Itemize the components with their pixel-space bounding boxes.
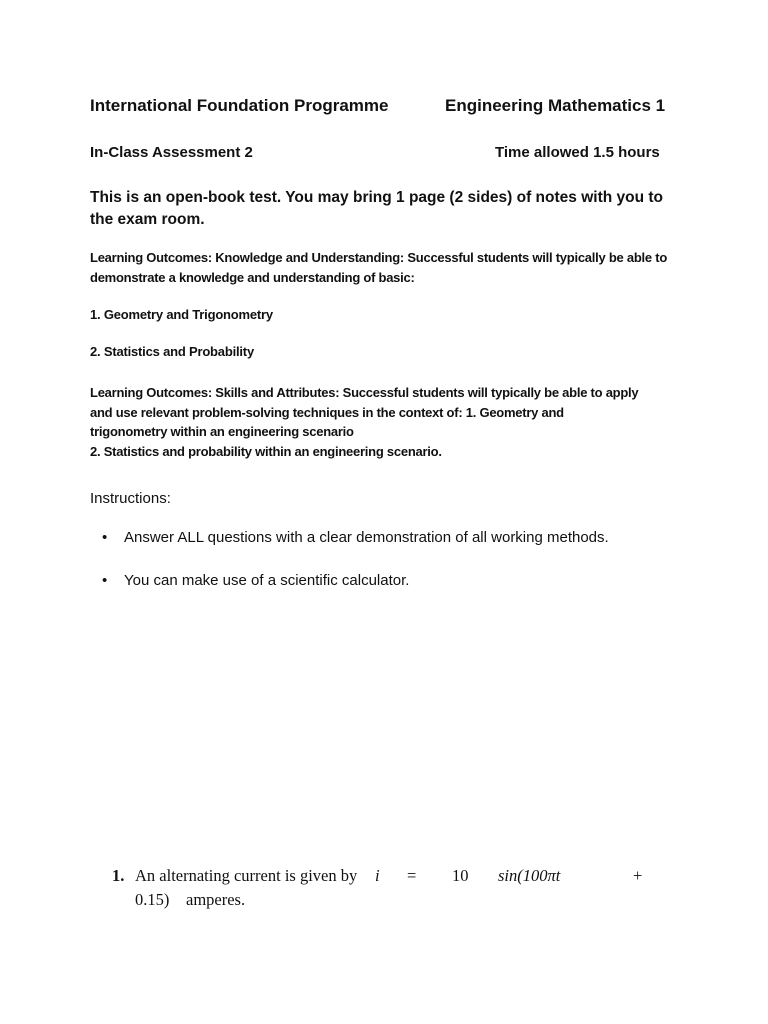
learning-outcomes-skills (90, 383, 700, 461)
instruction-text: Answer ALL questions with a clear demonstration of all working methods. (124, 529, 609, 546)
module-title: Engineering Mathematics 1 (445, 96, 666, 115)
programme-title: International Foundation Programme (90, 96, 389, 115)
instruction-item (102, 529, 609, 546)
open-book-notice: This is an open-book test. You may bring 1 page (2 sides) of notes with you to the exam room. (90, 189, 663, 228)
lo-skills-line: and use relevant problem-solving techniques in the context of: 1. Geometry and (90, 404, 564, 420)
lo-skills-line: trigonometry within an engineering scenario (90, 424, 354, 439)
instruction-item (102, 572, 409, 589)
question-number: 1. (112, 866, 125, 885)
lo-knowledge-line: Learning Outcomes: Knowledge and Understanding: Successful students will typically be able to (90, 250, 668, 265)
learning-outcomes-knowledge (90, 248, 700, 287)
time-allowed: Time allowed 1.5 hours (495, 144, 660, 161)
question-text: An alternating current is given by (135, 866, 358, 885)
question-units: amperes. (186, 890, 246, 909)
equation-phase: 0.15) (135, 890, 170, 909)
assessment-title: In-Class Assessment 2 (90, 144, 253, 161)
lo-knowledge-line: demonstrate a knowledge and understanding of basic: (90, 269, 415, 285)
lo-skills-line: Learning Outcomes: Skills and Attributes: Successful students will typically be able to apply (90, 385, 639, 400)
equation-coefficient: 10 (452, 866, 469, 885)
topic-geometry: 1. Geometry and Trigonometry (90, 307, 273, 322)
bullet-icon: • (102, 529, 108, 546)
equation-equals: = (407, 866, 417, 885)
instructions-heading: Instructions: (90, 490, 171, 507)
lo-skills-line: 2. Statistics and probability within an engineering scenario. (90, 443, 442, 459)
equation-sin: sin(100πt (498, 866, 561, 885)
equation-plus: + (633, 866, 643, 885)
topic-statistics: 2. Statistics and Probability (90, 344, 254, 359)
bullet-icon: • (102, 572, 108, 589)
equation-variable: i (375, 866, 380, 885)
instruction-text: You can make use of a scientific calculator. (124, 572, 410, 589)
